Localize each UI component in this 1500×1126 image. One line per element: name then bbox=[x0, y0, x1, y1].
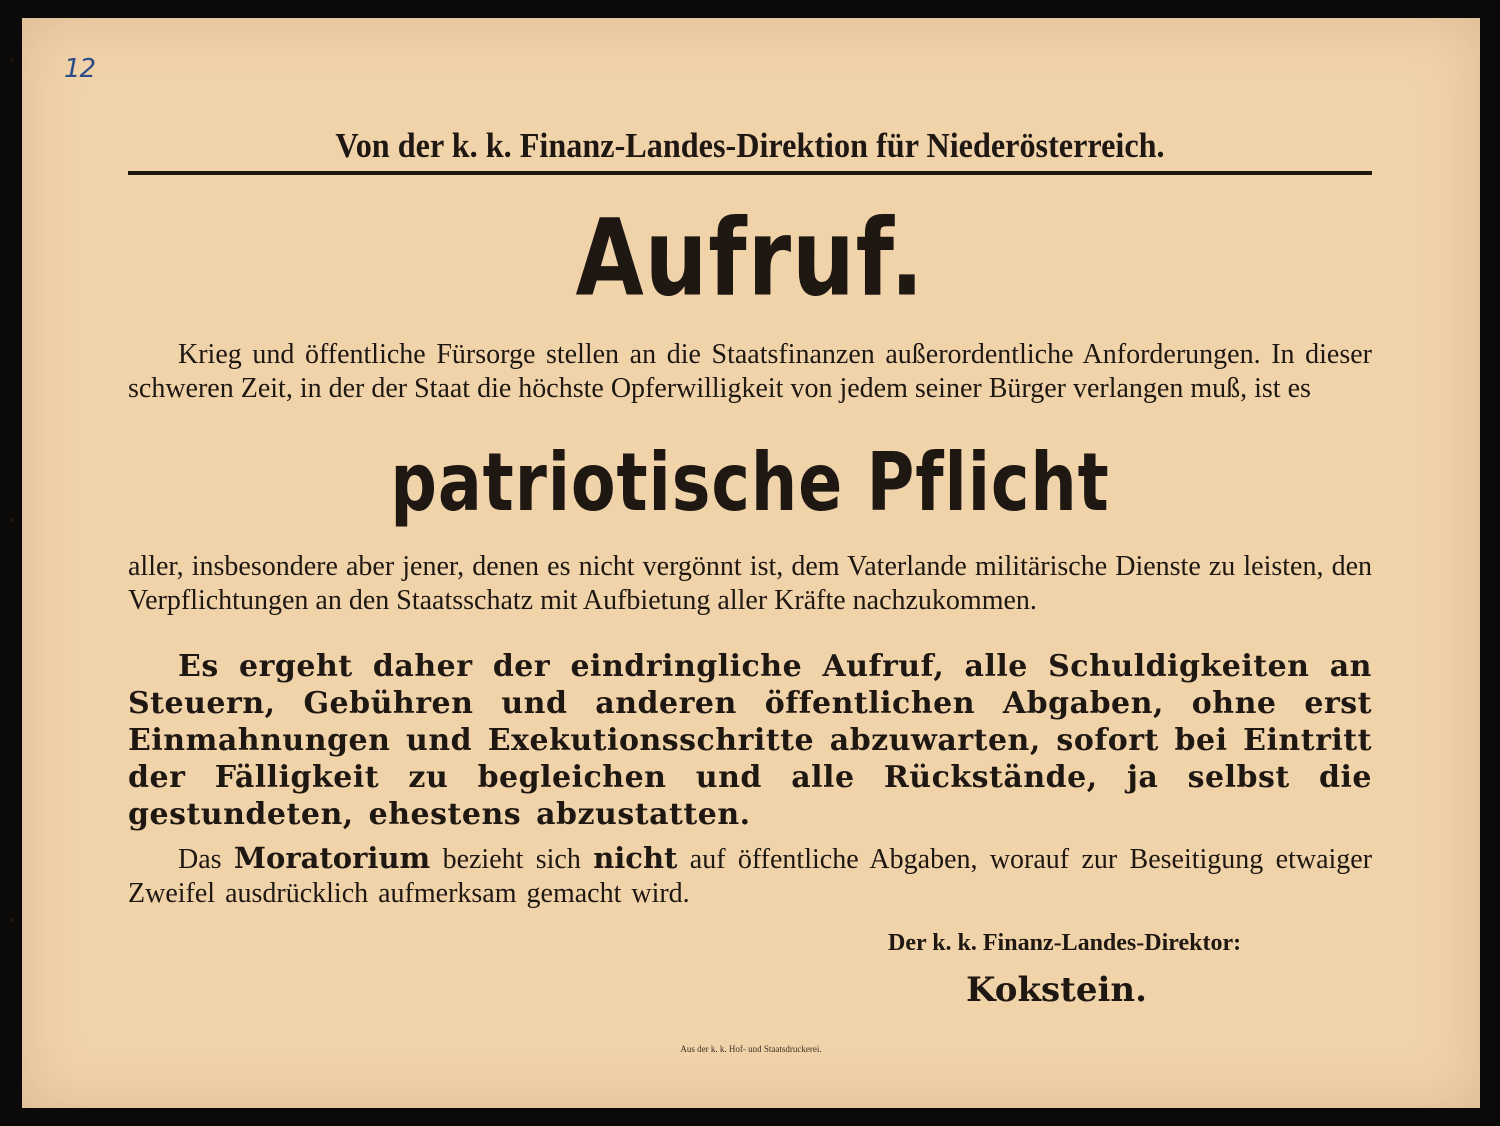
moratorium-text-3: auf öffentliche Abgaben, worauf zur Beseitigung etwaiger Zweifel ausdrücklich aufmerksam gemacht wird. bbox=[128, 844, 1373, 909]
archive-number: 12 bbox=[64, 54, 96, 84]
moratorium-text-2: bezieht sich bbox=[442, 844, 581, 875]
punch-hole bbox=[10, 518, 14, 522]
issuing-authority: Von der k. k. Finanz-Landes-Direktion für Niederösterreich. bbox=[335, 126, 1165, 165]
moratorium-text-1: Das bbox=[178, 844, 222, 875]
signatory-name: Kokstein. bbox=[966, 970, 1147, 1010]
nicht-word: nicht bbox=[593, 841, 678, 875]
headline: Aufruf. bbox=[575, 197, 925, 321]
punch-hole bbox=[10, 58, 14, 62]
paragraph-moratorium bbox=[128, 841, 1372, 911]
poster-sheet bbox=[22, 18, 1480, 1108]
punch-hole bbox=[10, 918, 14, 922]
moratorium-word: Moratorium bbox=[233, 841, 431, 875]
signatory-title: Der k. k. Finanz-Landes-Direktor: bbox=[888, 930, 1242, 956]
header-rule bbox=[128, 171, 1372, 175]
printer-imprint: Aus der k. k. Hof- und Staatsdruckerei. bbox=[680, 1044, 822, 1054]
paragraph-appeal: Es ergeht daher der eindringliche Aufruf, alle Schuldigkeiten an Steuern, Gebühren und anderen öffentlichen Abgaben, ohne erst Einmahnungen und Exekutionsschritte abzuwarten, sofort bei Eintritt der Fälligkeit zu begleichen und alle Rückstände, ja selbst die gestundeten, ehestens abzustatten. bbox=[128, 649, 1372, 832]
duty-heading: patriotische Pflicht bbox=[390, 436, 1110, 530]
paragraph-obligation: aller, insbesondere aber jener, denen es nicht vergönnt ist, dem Vaterlande militärische Dienste zu leisten, den Verpflichtungen an den Staatsschatz mit Aufbietung aller Kräfte nachzukommen. bbox=[128, 551, 1372, 616]
paragraph-intro: Krieg und öffentliche Fürsorge stellen an die Staatsfinanzen außerordentliche Anforderungen. In dieser schweren Zeit, in der der Staat die höchste Opferwilligkeit von jedem seiner Bürger verlangen muß, ist es bbox=[128, 339, 1372, 404]
